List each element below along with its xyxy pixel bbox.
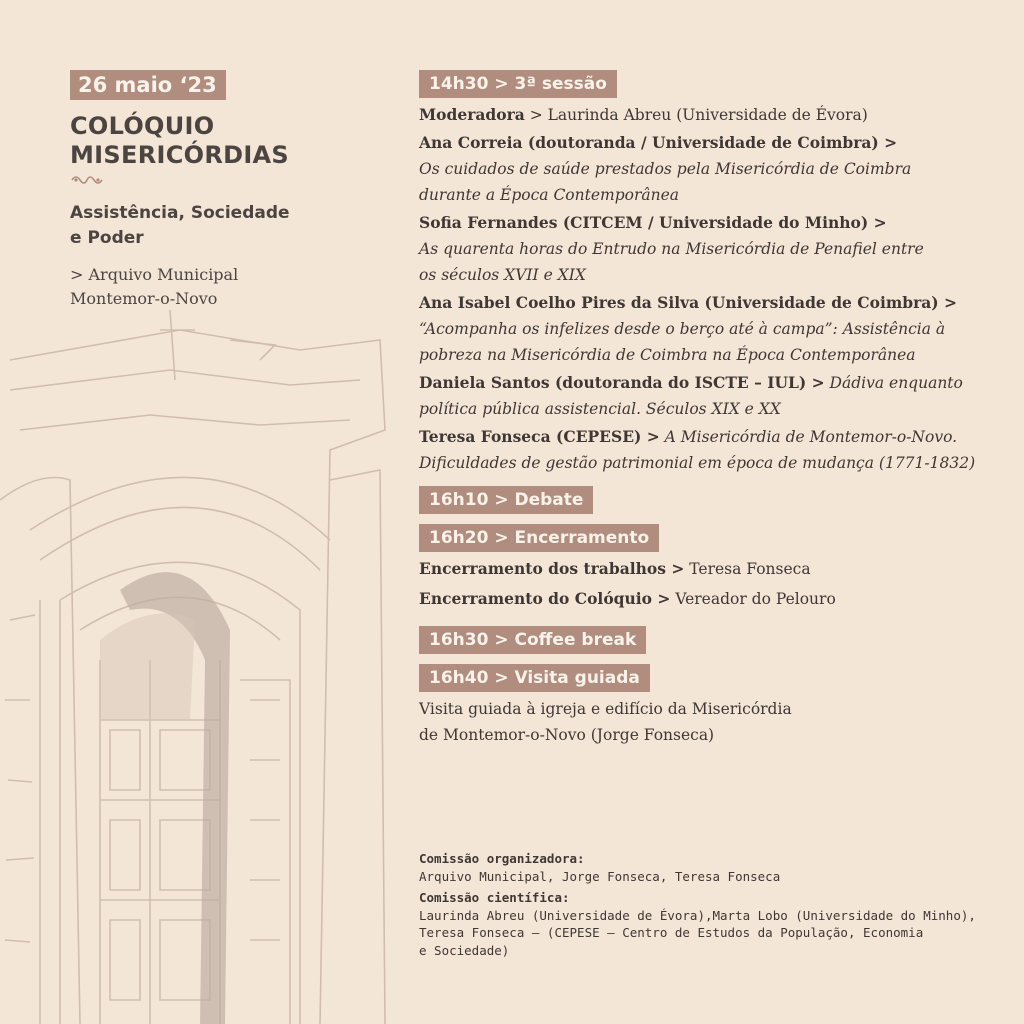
event-subtitle: [70, 201, 370, 251]
moderator-name: > Laurinda Abreu (Universidade de Évora): [524, 106, 868, 124]
event-title-line2: MISERICÓRDIAS: [70, 141, 290, 169]
location-line1: > Arquivo Municipal: [70, 265, 239, 284]
talk-item: [419, 424, 1009, 476]
talk-item: [419, 370, 1009, 422]
talk-item: [419, 130, 1009, 208]
event-title: [70, 112, 370, 170]
talk-title: política pública assistencial. Séculos XIX e XX: [419, 400, 781, 418]
organizing-members: Arquivo Municipal, Jorge Fonseca, Teresa Fonseca: [419, 868, 781, 884]
talk-title: os séculos XVII e XIX: [419, 266, 586, 284]
talk-title: Dádiva enquanto: [824, 374, 963, 392]
talk-title: durante a Época Contemporânea: [419, 186, 680, 204]
subtitle-line1: Assistência, Sociedade: [70, 203, 290, 223]
talk-speaker: Daniela Santos (doutoranda do ISCTE – IUL) >: [419, 373, 825, 392]
coffee-break-tag: 16h30 > Coffee break: [419, 626, 646, 654]
closing-tag: 16h20 > Encerramento: [419, 524, 659, 552]
talk-item: [419, 290, 1009, 368]
talk-title: pobreza na Misericórdia de Coimbra na Época Contemporânea: [419, 346, 916, 364]
scientific-heading: Comissão científica:: [419, 890, 570, 905]
subtitle-line2: e Poder: [70, 228, 144, 248]
talk-title: As quarenta horas do Entrudo na Misericórdia de Penafiel entre: [419, 240, 924, 258]
committees: [419, 850, 1009, 963]
talk-title: A Misericórdia de Montemor-o-Novo.: [659, 428, 958, 446]
closing-value: Teresa Fonseca: [684, 560, 811, 578]
event-header: [70, 70, 370, 311]
closing-label: Encerramento dos trabalhos >: [419, 559, 685, 578]
church-portal-illustration: [0, 300, 400, 1024]
closing-item: [419, 556, 1009, 582]
scientific-members-line1: Laurinda Abreu (Universidade de Évora),Marta Lobo (Universidade do Minho),: [419, 907, 976, 923]
talk-title: Dificuldades de gestão patrimonial em época de mudança (1771-1832): [419, 454, 976, 472]
talk-speaker: Sofia Fernandes (CITCEM / Universidade do Minho) >: [419, 213, 887, 232]
date-badge: 26 maio ‘23: [70, 70, 226, 100]
talk-speaker: Ana Isabel Coelho Pires da Silva (Universidade de Coimbra) >: [419, 293, 958, 312]
location-line2: Montemor-o-Novo: [70, 289, 218, 308]
debate-tag: 16h10 > Debate: [419, 486, 593, 514]
talk-item: [419, 210, 1009, 288]
closing-value: Vereador do Pelouro: [670, 590, 836, 608]
guided-visit-text: [419, 696, 1009, 748]
closing-label: Encerramento do Colóquio >: [419, 589, 671, 608]
event-location: [70, 263, 370, 311]
talk-speaker: Ana Correia (doutoranda / Universidade de Coimbra) >: [419, 133, 898, 152]
visit-line2: de Montemor-o-Novo (Jorge Fonseca): [419, 726, 715, 744]
moderator-line: [419, 102, 1009, 128]
talk-speaker: Teresa Fonseca (CEPESE) >: [419, 427, 660, 446]
program-schedule: [419, 70, 1009, 748]
scientific-members-line3: e Sociedade): [419, 942, 510, 958]
guided-visit-tag: 16h40 > Visita guiada: [419, 664, 650, 692]
swirl-ornament-icon: [70, 173, 104, 187]
session3-tag: 14h30 > 3ª sessão: [419, 70, 617, 98]
moderator-label: Moderadora: [419, 105, 525, 124]
organizing-heading: Comissão organizadora:: [419, 851, 585, 866]
visit-line1: Visita guiada à igreja e edifício da Misericórdia: [419, 700, 792, 718]
event-title-line1: COLÓQUIO: [70, 112, 215, 140]
closing-item: [419, 586, 1009, 612]
talk-title: Os cuidados de saúde prestados pela Misericórdia de Coimbra: [419, 160, 912, 178]
scientific-members-line2: Teresa Fonseca – (CEPESE – Centro de Estudos da População, Economia: [419, 925, 924, 940]
talk-title: “Acompanha os infelizes desde o berço até à campa”: Assistência à: [419, 320, 946, 338]
